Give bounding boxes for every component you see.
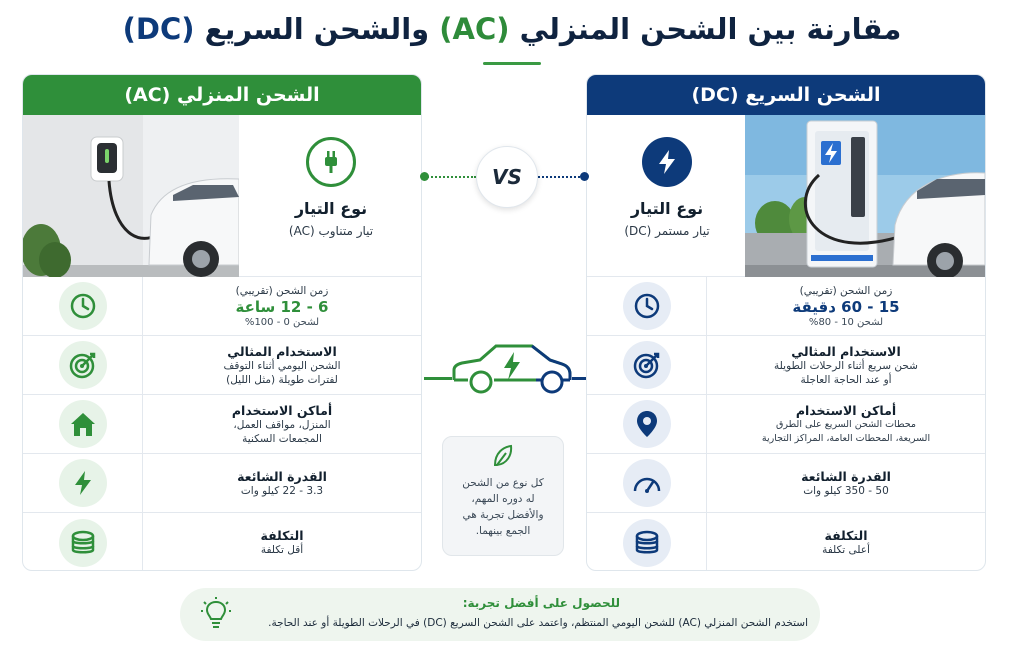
vs-badge: VS (476, 146, 538, 208)
vs-connector-left (424, 176, 476, 178)
ac-home-charger-photo (23, 115, 239, 277)
ac-ideal-use-line1: الشحن اليومي أثناء التوقف (223, 359, 341, 372)
dc-places-line1: محطات الشحن السريع على الطرق (776, 418, 916, 430)
dc-panel-header: الشحن السريع (DC) (587, 75, 985, 115)
dc-cost-title: التكلفة (824, 528, 868, 543)
home-icon (59, 400, 107, 448)
ac-places-line1: المنزل، مواقف العمل، (233, 418, 331, 431)
ac-charge-time-value: 6 - 12 ساعة (235, 298, 329, 316)
footer-text: استخدم الشحن المنزلي (AC) للشحن اليومي المنتظم، واعتمد على الشحن السريع (DC) في الرحلات الطويلة أو عند الحاجة. (268, 617, 808, 629)
ac-panel-header: الشحن المنزلي (AC) (23, 75, 421, 115)
ac-current-type (239, 115, 422, 277)
title-dc: (DC) (122, 12, 195, 46)
ac-charge-time-row (23, 277, 421, 336)
dc-power-title: القدرة الشائعة (801, 468, 891, 484)
dc-current-type (587, 115, 747, 277)
tip-line3: والأفضل تجربة هي (462, 509, 544, 521)
ac-panel (22, 74, 422, 571)
clock-icon (59, 282, 107, 330)
clock-icon (623, 282, 671, 330)
leaf-icon (491, 443, 515, 469)
ac-power-title: القدرة الشائعة (237, 468, 327, 484)
title-underline (483, 62, 541, 65)
ac-current-type-title: نوع التيار (294, 199, 368, 218)
dc-charge-time-title: زمن الشحن (تقريبي) (799, 285, 893, 297)
ac-cost-title: التكلفة (260, 528, 304, 543)
dc-charge-time-row (587, 277, 985, 336)
ac-charge-time-note: لشحن 0 - 100% (244, 317, 320, 328)
ac-hero (23, 115, 421, 277)
ac-places-line2: المجمعات السكنية (242, 432, 322, 445)
dc-places-line2: السريعة، المحطات العامة، المراكز التجارية (761, 432, 931, 444)
dc-current-type-title: نوع التيار (630, 199, 704, 218)
ac-cost-row (23, 513, 421, 571)
ac-ideal-use-row (23, 336, 421, 395)
tip-card (442, 436, 564, 556)
footer-banner (180, 588, 820, 641)
title-prefix: مقارنة بين الشحن المنزلي (509, 12, 902, 46)
dc-panel (586, 74, 986, 571)
dc-ideal-use-title: الاستخدام المثالي (791, 343, 901, 359)
page-title (0, 12, 1024, 46)
title-ac: (AC) (439, 12, 510, 46)
dc-ideal-use-line2: أو عند الحاجة العاجلة (800, 373, 892, 386)
ac-current-type-value: تيار متناوب (AC) (288, 224, 374, 238)
dc-cost-value: أعلى تكلفة (822, 544, 870, 556)
dc-places-row (587, 395, 985, 454)
vs-connector-right (538, 176, 584, 178)
ac-power-value: 3.3 - 22 كيلو وات (240, 484, 324, 497)
plug-icon (306, 137, 356, 187)
tip-line2: له دوره المهم، (471, 493, 535, 505)
dc-cost-row (587, 513, 985, 571)
target-icon (623, 341, 671, 389)
coins-icon (623, 519, 671, 567)
ac-ideal-use-title: الاستخدام المثالي (227, 343, 337, 359)
ac-cost-value: أقل تكلفة (260, 544, 304, 556)
dc-charge-time-note: لشحن 10 - 80% (808, 317, 884, 328)
coins-icon (59, 519, 107, 567)
lightning-icon (59, 459, 107, 507)
footer-title: للحصول على أفضل تجربة: (462, 596, 620, 610)
lightbulb-icon (200, 596, 232, 632)
title-middle: والشحن السريع (194, 12, 440, 46)
ac-ideal-use-line2: لفترات طويلة (مثل الليل) (226, 373, 338, 386)
dc-hero (587, 115, 985, 277)
ac-power-row (23, 454, 421, 513)
ac-places-row (23, 395, 421, 454)
vs-dot-left (420, 172, 429, 181)
ac-places-title: أماكن الاستخدام (231, 402, 333, 418)
dc-ideal-use-row (587, 336, 985, 395)
tip-line1: كل نوع من الشحن (462, 477, 544, 489)
ac-charge-time-title: زمن الشحن (تقريبي) (235, 285, 329, 297)
location-pin-icon (623, 400, 671, 448)
lightning-icon (642, 137, 692, 187)
dc-places-title: أماكن الاستخدام (795, 402, 897, 418)
vs-dot-right (580, 172, 589, 181)
dc-power-row (587, 454, 985, 513)
tip-line4: الجمع بينهما. (475, 525, 531, 537)
dc-fast-charger-photo (745, 115, 985, 277)
target-icon (59, 341, 107, 389)
dc-ideal-use-line1: شحن سريع أثناء الرحلات الطويلة (774, 359, 918, 372)
dc-current-type-value: تيار مستمر (DC) (624, 224, 710, 238)
electric-car-icon (446, 338, 576, 404)
dc-power-value: 50 - 350 كيلو وات (803, 484, 889, 497)
dc-charge-time-value: 15 - 60 دقيقة (792, 298, 900, 316)
speedometer-icon (623, 459, 671, 507)
